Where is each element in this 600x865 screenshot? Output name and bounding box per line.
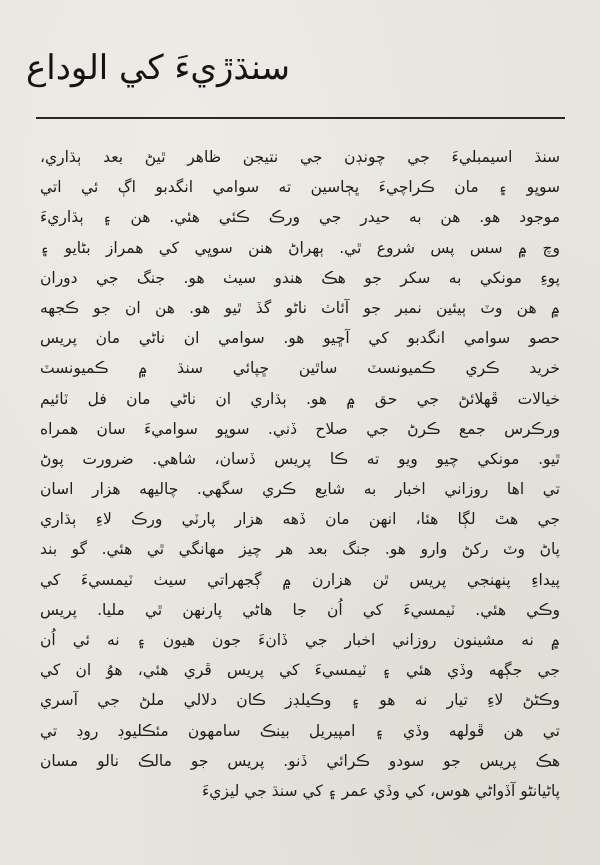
text-line: وڪي هئي. ٽيمسيءَ کي اُن جا هاڻي پارنهن ٿي مليا. پريس	[40, 600, 560, 619]
text-line: ۾ نه مشينون روزاني اخبار جي ڏانءَ جون هيون ۽ نه ئي اُن	[40, 631, 560, 649]
text-line: ورڪرس جمع ڪرڻ جي صلاح ڏني. سوڀو سواميءَ سان همراه	[40, 419, 560, 438]
text-line: تي هن ڦولهه وڏي ۽ امپيريل بينڪ سامهون مئڪليوڊ روڊ تي	[40, 721, 560, 740]
text-line: سنڌ اسيمبليءَ جي چونڊن جي نتيجن ظاهر ٿيڻ بعد ٻڌاري،	[40, 148, 560, 166]
text-line: پاڻ وٽ رکڻ وارو هو. جنگ بعد هر چيز مهانگي ٿي هئي. گو بند	[40, 540, 560, 559]
text-line: پوءِ مونکي به سکر جو هڪ هندو سيٺ هو. جنگ جي دوران	[40, 268, 560, 287]
text-line: هڪ پريس جو سودو ڪرائي ڏنو. پريس جو مالڪ نالو مسان	[40, 751, 560, 770]
title-container	[26, 44, 290, 92]
text-line: جي جڳهه وڏي هئي ۽ ٽيمسيءَ کي پريس ڦري هئي، هوُ ان کي	[40, 661, 560, 680]
page-title: سنڌڙيءَ کي الوداع	[26, 48, 290, 88]
text-line: موجود هو. هن به حيدر جي ورڪ ڪئي هئي. هن ۽ ٻڌاريءَ	[40, 208, 560, 227]
text-line: وچ ۾ سس پس شروع ٿي. ٻهراڻ هنن سوڀي کي همراز بڻايو ۽	[40, 238, 560, 257]
text-line: ٿيو. مونکي چيو ويو ته ڪا پريس ڏسان، شاهي. ضرورت پوڻ	[40, 449, 560, 468]
text-line: خريد ڪري ڪميونسٽ ساٿين ڇپائي سنڌ ۾ ڪميونسٽ	[40, 359, 560, 378]
title-divider	[36, 117, 565, 119]
text-line: پيداءِ پنهنجي پريس ٿن هزارن ۾ ڳجهراتي سيٺ ٽيمسيءَ کي	[40, 570, 560, 589]
text-line: پاڻيانڻو آڏواڻي هوس، کي وڏي عمر ۽ کي سنڌ جي ليزيءَ	[202, 781, 560, 800]
body-text	[40, 142, 560, 806]
text-line: خيالات ڦهلائڻ جي حق ۾ هو. ٻڌاري ان ناڻي مان فل ٽائيم	[40, 389, 560, 408]
text-line: حصو سوامي انگدبو کي آڇيو هو. سوامي ان ناڻي مان پريس	[40, 329, 560, 348]
text-line: وڪڻڻ لاءِ تيار نه هو ۽ وڪيلڊز ڪان دلالي ملڻ جي آسري	[40, 691, 560, 710]
text-line: جي هٿ لڳا هئا، انهن مان ڏهه هزار پارٽي ورڪ لاءِ ٻڌاري	[40, 510, 560, 529]
text-line: ۾ هن وٽ ٻيئين نمبر جو آئاٺ ناڻو گڏ ٿيو هو. هن ان جو ڪجهه	[40, 298, 560, 317]
text-line: تي اها روزاني اخبار به شايع ڪري سگهي. چاليهه هزار اسان	[40, 480, 560, 499]
text-line: سوڀو ۽ مان ڪراچيءَ ڀڄاسين ته سوامي انگدبو اڳ ئي اتي	[40, 178, 560, 197]
